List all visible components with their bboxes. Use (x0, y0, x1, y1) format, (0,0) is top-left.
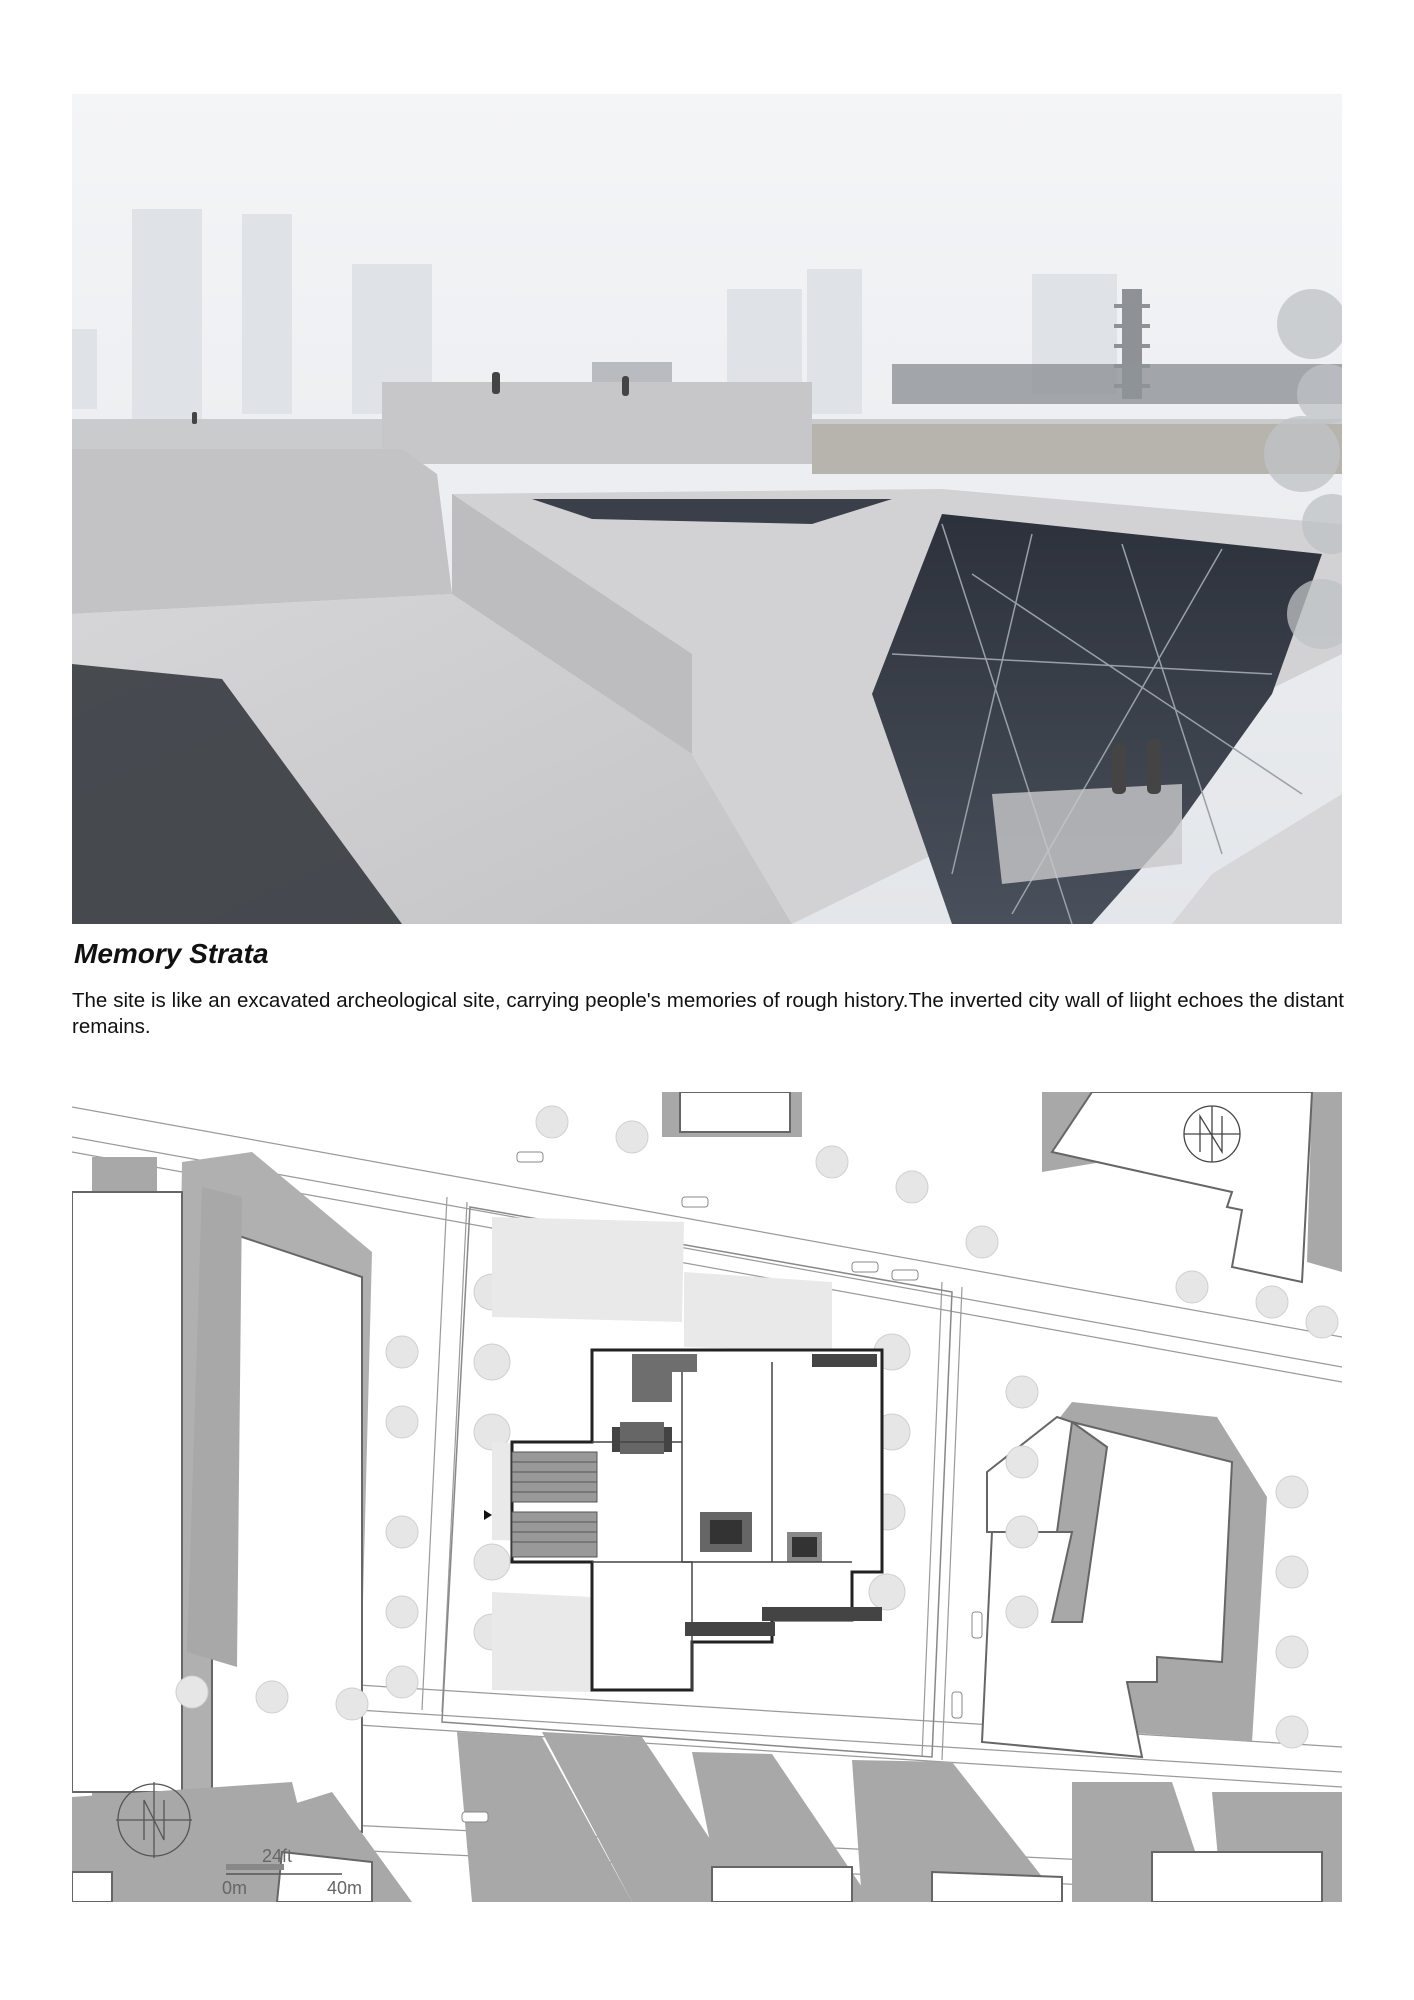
top-building (680, 1092, 790, 1132)
project-description: The site is like an excavated archeological site, carrying people's memories of rough history.The inverted city wall of liight echoes the distant remains. (72, 989, 1344, 1038)
scale-label-0m: 0m (222, 1878, 248, 1898)
scale-label-ft: 24ft (262, 1846, 293, 1866)
north-arrow-icon (1184, 1106, 1240, 1162)
left-building-a (72, 1192, 182, 1792)
architectural-rendering (72, 94, 1342, 924)
back-block (382, 382, 812, 464)
scale-label-40m: 40m (327, 1878, 363, 1898)
project-title: Memory Strata (74, 938, 269, 969)
left-block (72, 449, 452, 614)
city-wall (892, 364, 1342, 404)
retaining-wall (812, 424, 1342, 474)
site-plan (72, 1092, 1342, 1902)
site-plan-svg (72, 1092, 1342, 1902)
top-right-shadow-2 (1307, 1092, 1342, 1272)
rendering-svg (72, 94, 1342, 924)
